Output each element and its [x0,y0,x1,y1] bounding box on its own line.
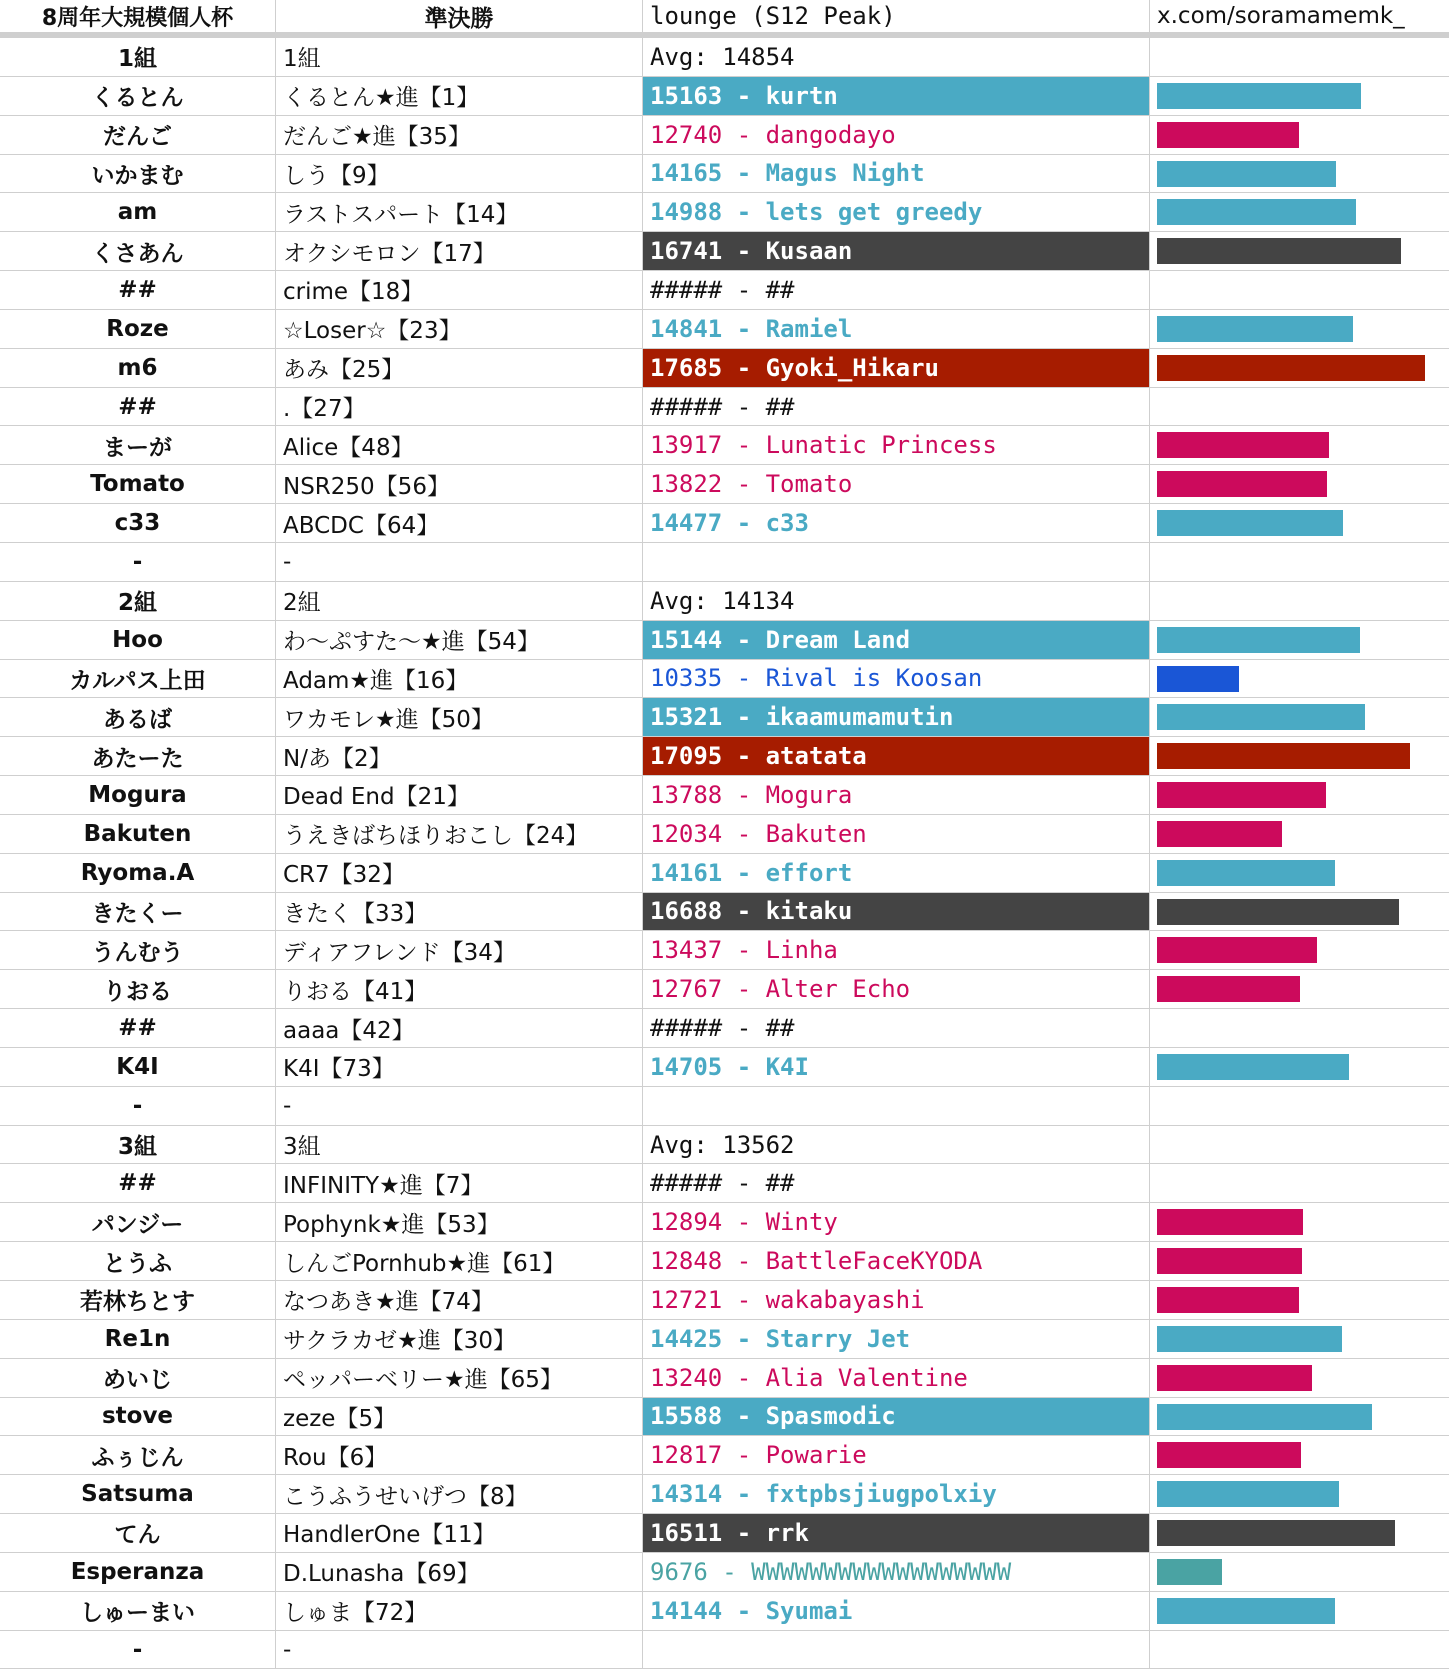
table-row [0,193,1449,232]
table-row [0,77,1449,116]
lounge-rating-cell[interactable]: 9676 - WWWWWWWWWWWWWWWWWW [643,1553,1150,1591]
lounge-rating-cell[interactable]: 14477 - c33 [643,504,1150,542]
player-name-cell[interactable]: m6 [0,349,276,387]
lounge-rating-cell[interactable]: 13240 - Alia Valentine [643,1359,1150,1397]
group-row [0,582,1449,621]
team-seed-cell[interactable]: K4I【73】 [276,1048,643,1086]
player-name-cell[interactable]: Roze [0,310,276,348]
player-name-cell[interactable]: Tomato [0,465,276,503]
lounge-rating-cell[interactable]: 12740 - dangodayo [643,116,1150,154]
rating-bar-cell[interactable] [1150,1087,1449,1125]
lounge-rating-cell[interactable]: 12894 - Winty [643,1203,1150,1241]
rating-bar [1157,1520,1395,1546]
rating-bar-cell[interactable] [1150,1436,1449,1474]
team-seed-cell[interactable]: crime【18】 [276,271,643,309]
rating-bar-cell[interactable] [1150,776,1449,814]
player-name-cell[interactable]: めいじ [0,1359,276,1397]
rating-bar-cell[interactable] [1150,1631,1449,1669]
team-seed-cell[interactable]: ワカモレ★進【50】 [276,698,643,736]
table-row [0,970,1449,1009]
rating-bar [1157,1481,1339,1507]
team-seed-cell[interactable]: サクラカゼ★進【30】 [276,1320,643,1358]
lounge-rating-cell[interactable]: 15588 - Spasmodic [643,1398,1150,1436]
table-row [0,1281,1449,1320]
team-seed-cell[interactable]: あみ【25】 [276,349,643,387]
team-seed-cell[interactable]: Alice【48】 [276,426,643,464]
lounge-rating-cell[interactable]: 12848 - BattleFaceKYODA [643,1242,1150,1280]
rating-bar-cell[interactable] [1150,737,1449,775]
rating-bar [1157,316,1353,342]
table-row [0,1475,1449,1514]
team-seed-cell[interactable]: - [276,543,643,581]
rating-bar [1157,1287,1299,1313]
player-name-cell[interactable]: とうふ [0,1242,276,1280]
rating-bar-cell[interactable] [1150,310,1449,348]
player-name-cell[interactable]: あるば [0,698,276,736]
rating-bar-cell[interactable] [1150,193,1449,231]
rating-bar-cell[interactable] [1150,1592,1449,1630]
rating-bar [1157,83,1361,109]
player-name-cell[interactable]: パンジー [0,1203,276,1241]
lounge-rating-cell[interactable]: 15144 - Dream Land [643,621,1150,659]
rating-bar-cell[interactable] [1150,1164,1449,1202]
lounge-rating-cell[interactable]: Avg: 13562 [643,1126,1150,1164]
player-name-cell[interactable]: りおる [0,970,276,1008]
team-seed-cell[interactable]: くるとん★進【1】 [276,77,643,115]
lounge-rating-cell[interactable]: 14161 - effort [643,854,1150,892]
player-name-cell[interactable]: Esperanza [0,1553,276,1591]
header-row [0,0,1449,38]
rating-bar-cell[interactable] [1150,815,1449,853]
rating-bar-cell[interactable] [1150,543,1449,581]
player-name-cell[interactable]: ## [0,388,276,426]
team-seed-cell[interactable]: Rou【6】 [276,1436,643,1474]
table-row [0,815,1449,854]
lounge-rating-cell[interactable] [643,1087,1150,1125]
rating-bar [1157,510,1343,536]
table-row [0,1048,1449,1087]
table-row [0,1553,1449,1592]
table-row [0,698,1449,737]
player-name-cell[interactable]: 2組 [0,582,276,620]
rating-bar-cell[interactable] [1150,1242,1449,1280]
table-row [0,931,1449,970]
table-row [0,1320,1449,1359]
header-round[interactable]: 準決勝 [276,0,643,32]
player-name-cell[interactable]: いかまむ [0,155,276,193]
rating-bar-cell[interactable] [1150,38,1449,76]
player-name-cell[interactable]: だんご [0,116,276,154]
player-name-cell[interactable]: am [0,193,276,231]
rating-bar [1157,937,1317,963]
rating-bar-cell[interactable] [1150,1281,1449,1319]
table-row [0,1592,1449,1631]
player-name-cell[interactable]: 3組 [0,1126,276,1164]
lounge-rating-cell[interactable]: 14314 - fxtpbsjiugpolxiy [643,1475,1150,1513]
rating-bar-cell[interactable] [1150,1009,1449,1047]
player-name-cell[interactable]: カルパス上田 [0,660,276,698]
player-name-cell[interactable]: 1組 [0,38,276,76]
rating-bar-cell[interactable] [1150,1320,1449,1358]
group-row [0,38,1449,77]
lounge-rating-cell[interactable]: 17685 - Gyoki_Hikaru [643,349,1150,387]
group-row [0,1126,1449,1165]
rating-bar [1157,1248,1302,1274]
lounge-rating-cell[interactable]: 10335 - Rival is Koosan [643,660,1150,698]
rating-bar-cell[interactable] [1150,271,1449,309]
lounge-rating-cell[interactable]: 14165 - Magus Night [643,155,1150,193]
player-name-cell[interactable]: c33 [0,504,276,542]
team-seed-cell[interactable]: なつあき★進【74】 [276,1281,643,1319]
player-name-cell[interactable]: Mogura [0,776,276,814]
lounge-rating-cell[interactable]: 16688 - kitaku [643,893,1150,931]
table-row [0,737,1449,776]
lounge-rating-cell[interactable]: Avg: 14134 [643,582,1150,620]
team-seed-cell[interactable]: NSR250【56】 [276,465,643,503]
lounge-rating-cell[interactable]: 13437 - Linha [643,931,1150,969]
lounge-rating-cell[interactable]: Avg: 14854 [643,38,1150,76]
team-seed-cell[interactable]: HandlerOne【11】 [276,1514,643,1552]
player-name-cell[interactable]: Hoo [0,621,276,659]
player-name-cell[interactable]: - [0,1087,276,1125]
rating-bar-cell[interactable] [1150,1553,1449,1591]
player-name-cell[interactable]: stove [0,1398,276,1436]
rating-bar [1157,238,1401,264]
team-seed-cell[interactable]: Dead End【21】 [276,776,643,814]
table-row [0,1398,1449,1437]
rating-bar [1157,860,1335,886]
team-seed-cell[interactable]: だんご★進【35】 [276,116,643,154]
table-row [0,1009,1449,1048]
player-name-cell[interactable]: Satsuma [0,1475,276,1513]
team-seed-cell[interactable]: - [276,1087,643,1125]
player-name-cell[interactable]: ## [0,1164,276,1202]
rating-bar [1157,122,1299,148]
rating-bar-cell[interactable] [1150,232,1449,270]
rating-bar-cell[interactable] [1150,155,1449,193]
player-name-cell[interactable]: - [0,543,276,581]
rating-bar-cell[interactable] [1150,77,1449,115]
team-seed-cell[interactable]: しんごPornhub★進【61】 [276,1242,643,1280]
table-row [0,776,1449,815]
lounge-rating-cell[interactable]: ##### - ## [643,1009,1150,1047]
player-name-cell[interactable]: - [0,1631,276,1669]
table-body [0,38,1449,1669]
rating-bar [1157,1326,1342,1352]
table-row [0,1631,1449,1669]
lounge-rating-cell[interactable]: 12817 - Powarie [643,1436,1150,1474]
rating-bar [1157,1559,1222,1585]
rating-bar [1157,1054,1349,1080]
rating-bar-cell[interactable] [1150,893,1449,931]
player-name-cell[interactable]: うんむう [0,931,276,969]
table-row [0,1203,1449,1242]
lounge-rating-cell[interactable]: 14144 - Syumai [643,1592,1150,1630]
rating-bar [1157,1365,1312,1391]
team-seed-cell[interactable]: INFINITY★進【7】 [276,1164,643,1202]
table-row [0,232,1449,271]
table-row [0,504,1449,543]
table-row [0,349,1449,388]
rating-bar-cell[interactable] [1150,388,1449,426]
header-tournament[interactable]: 8周年大規模個人杯 [0,0,276,32]
rating-bar-cell[interactable] [1150,465,1449,503]
team-seed-cell[interactable]: 1組 [276,38,643,76]
rating-bar [1157,627,1360,653]
lounge-rating-cell[interactable]: 16511 - rrk [643,1514,1150,1552]
player-name-cell[interactable]: てん [0,1514,276,1552]
rating-bar-cell[interactable] [1150,698,1449,736]
rating-bar [1157,743,1410,769]
team-seed-cell[interactable]: zeze【5】 [276,1398,643,1436]
table-row [0,310,1449,349]
rating-bar-cell[interactable] [1150,1126,1449,1164]
rating-bar-cell[interactable] [1150,504,1449,542]
lounge-rating-cell[interactable]: 13822 - Tomato [643,465,1150,503]
team-seed-cell[interactable]: しう【9】 [276,155,643,193]
rating-bar-cell[interactable] [1150,931,1449,969]
rating-bar [1157,976,1300,1002]
rating-bar [1157,1442,1301,1468]
header-credit[interactable]: x.com/soramamemk_ [1157,3,1405,29]
rating-bar [1157,899,1399,925]
team-seed-cell[interactable]: りおる【41】 [276,970,643,1008]
lounge-rating-cell[interactable]: ##### - ## [643,388,1150,426]
header-lounge[interactable]: lounge (S12 Peak) [643,0,1150,32]
lounge-rating-cell[interactable]: 12721 - wakabayashi [643,1281,1150,1319]
table-row [0,465,1449,504]
lounge-rating-cell[interactable]: 14425 - Starry Jet [643,1320,1150,1358]
rating-bar-cell[interactable] [1150,426,1449,464]
team-seed-cell[interactable]: こうふうせいげつ【8】 [276,1475,643,1513]
rating-bar [1157,1404,1372,1430]
lounge-rating-cell[interactable]: 14988 - lets get greedy [643,193,1150,231]
team-seed-cell[interactable]: うえきばちほりおこし【24】 [276,815,643,853]
table-row [0,388,1449,427]
lounge-rating-cell[interactable]: 15321 - ikaamumamutin [643,698,1150,736]
table-row [0,426,1449,465]
player-name-cell[interactable]: ## [0,271,276,309]
lounge-rating-cell[interactable]: ##### - ## [643,1164,1150,1202]
table-row [0,621,1449,660]
table-row [0,1164,1449,1203]
team-seed-cell[interactable]: 2組 [276,582,643,620]
team-seed-cell[interactable]: 3組 [276,1126,643,1164]
table-row [0,893,1449,932]
player-name-cell[interactable]: 若林ちとす [0,1281,276,1319]
rating-bar [1157,161,1336,187]
player-name-cell[interactable]: くさあん [0,232,276,270]
table-row [0,1359,1449,1398]
rating-bar [1157,782,1326,808]
lounge-rating-cell[interactable]: 17095 - atatata [643,737,1150,775]
rating-bar-cell[interactable] [1150,349,1449,387]
lounge-rating-cell[interactable]: 14705 - K4I [643,1048,1150,1086]
team-seed-cell[interactable]: CR7【32】 [276,854,643,892]
player-name-cell[interactable]: ふぅじん [0,1436,276,1474]
team-seed-cell[interactable]: わ〜ぷすた〜★進【54】 [276,621,643,659]
table-row [0,854,1449,893]
player-name-cell[interactable]: きたくー [0,893,276,931]
team-seed-cell[interactable]: D.Lunasha【69】 [276,1553,643,1591]
table-row [0,155,1449,194]
table-row [0,1087,1449,1126]
player-name-cell[interactable]: くるとん [0,77,276,115]
table-row [0,271,1449,310]
table-row [0,543,1449,582]
rating-bar-cell[interactable] [1150,1359,1449,1397]
rating-bar [1157,704,1365,730]
lounge-rating-cell[interactable]: 14841 - Ramiel [643,310,1150,348]
team-seed-cell[interactable]: Pophynk★進【53】 [276,1203,643,1241]
rating-bar [1157,821,1282,847]
rating-bar-cell[interactable] [1150,660,1449,698]
table-row [0,1436,1449,1475]
table-row [0,1514,1449,1553]
rating-bar [1157,1209,1303,1235]
team-seed-cell[interactable]: Adam★進【16】 [276,660,643,698]
rating-bar-cell[interactable] [1150,1048,1449,1086]
player-name-cell[interactable]: K4I [0,1048,276,1086]
team-seed-cell[interactable]: きたく【33】 [276,893,643,931]
team-seed-cell[interactable]: しゅま【72】 [276,1592,643,1630]
rating-bar [1157,666,1239,692]
rating-bar [1157,1598,1335,1624]
player-name-cell[interactable]: Re1n [0,1320,276,1358]
team-seed-cell[interactable]: オクシモロン【17】 [276,232,643,270]
team-seed-cell[interactable]: ABCDC【64】 [276,504,643,542]
player-name-cell[interactable]: しゅーまい [0,1592,276,1630]
team-seed-cell[interactable]: - [276,1631,643,1669]
rating-bar [1157,199,1356,225]
rating-bar-cell[interactable] [1150,1514,1449,1552]
team-seed-cell[interactable]: N/あ【2】 [276,737,643,775]
table-row [0,1242,1449,1281]
player-name-cell[interactable]: Ryoma.A [0,854,276,892]
lounge-rating-cell[interactable] [643,543,1150,581]
player-name-cell[interactable]: あたーた [0,737,276,775]
rating-bar-cell[interactable] [1150,582,1449,620]
rating-bar-cell[interactable] [1150,621,1449,659]
lounge-rating-cell[interactable]: 13788 - Mogura [643,776,1150,814]
lounge-rating-cell[interactable]: 12034 - Bakuten [643,815,1150,853]
player-name-cell[interactable]: Bakuten [0,815,276,853]
team-seed-cell[interactable]: ペッパーベリー★進【65】 [276,1359,643,1397]
team-seed-cell[interactable]: ディアフレンド【34】 [276,931,643,969]
player-name-cell[interactable]: ## [0,1009,276,1047]
rating-bar-cell[interactable] [1150,970,1449,1008]
team-seed-cell[interactable]: ラストスパート【14】 [276,193,643,231]
rating-bar-cell[interactable] [1150,1475,1449,1513]
lounge-rating-cell[interactable]: 15163 - kurtn [643,77,1150,115]
lounge-rating-cell[interactable]: 12767 - Alter Echo [643,970,1150,1008]
team-seed-cell[interactable]: .【27】 [276,388,643,426]
player-name-cell[interactable]: まーが [0,426,276,464]
lounge-rating-cell[interactable]: ##### - ## [643,271,1150,309]
team-seed-cell[interactable]: ☆Loser☆【23】 [276,310,643,348]
team-seed-cell[interactable]: aaaa【42】 [276,1009,643,1047]
rating-bar [1157,432,1329,458]
rating-bar-cell[interactable] [1150,854,1449,892]
rating-bar-cell[interactable] [1150,116,1449,154]
rating-bar-cell[interactable] [1150,1203,1449,1241]
lounge-rating-cell[interactable] [643,1631,1150,1669]
table-row [0,660,1449,699]
rating-bar-cell[interactable] [1150,1398,1449,1436]
table-row [0,116,1449,155]
rating-bar [1157,471,1327,497]
lounge-rating-cell[interactable]: 16741 - Kusaan [643,232,1150,270]
lounge-rating-cell[interactable]: 13917 - Lunatic Princess [643,426,1150,464]
rating-bar [1157,355,1425,381]
